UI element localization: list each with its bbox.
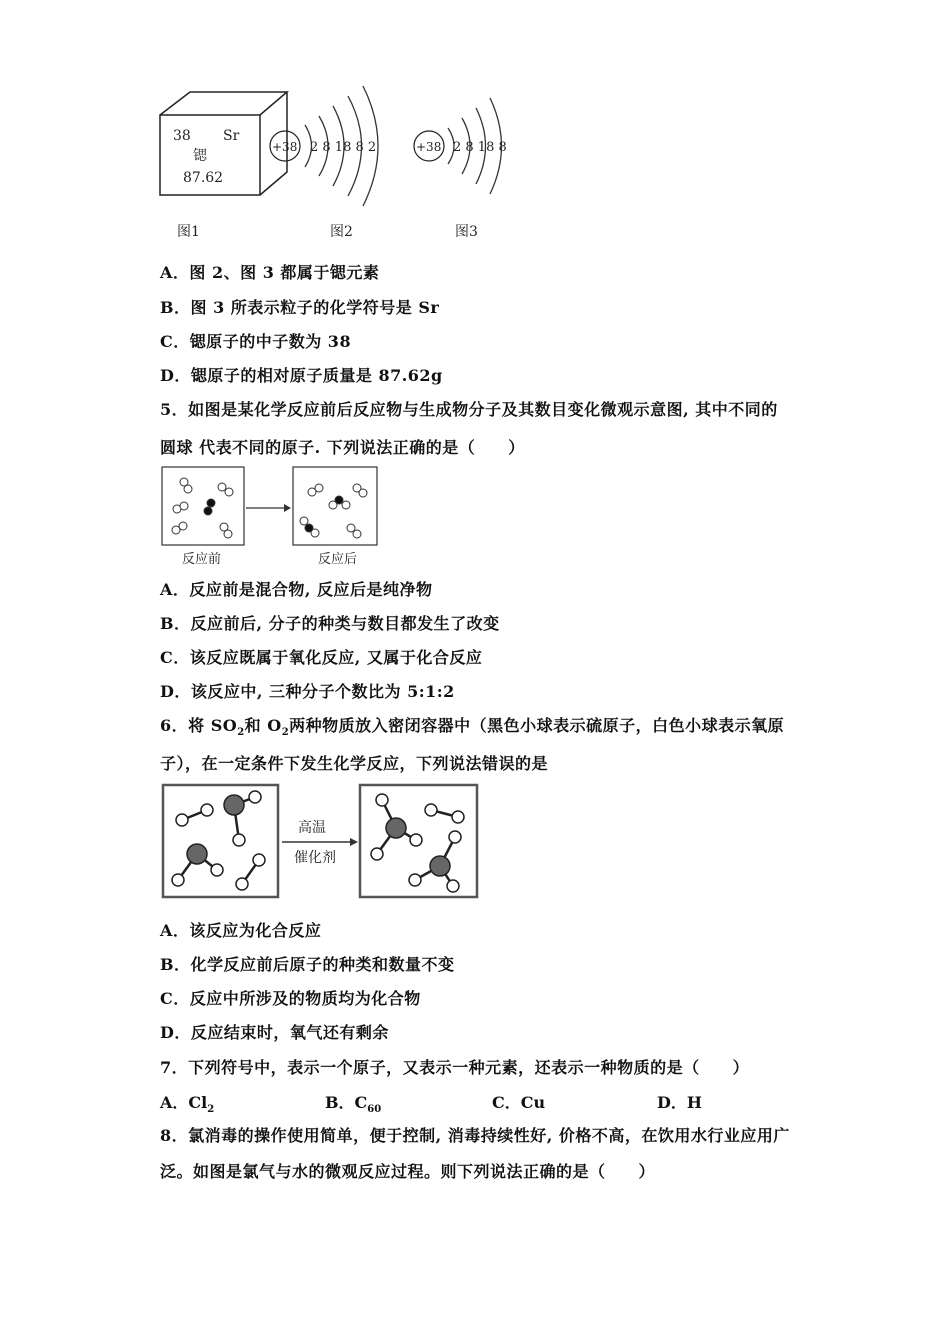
q7-option-d: D．H (657, 1093, 702, 1112)
element-name: 锶 (193, 148, 207, 164)
q6-option-d: D．反应结束时，氧气还有剩余 (160, 1023, 389, 1042)
element-number: 38 (173, 128, 191, 144)
q5-option-a: A．反应前是混合物, 反应后是纯净物 (160, 580, 433, 599)
q5-stem-line1: 5．如图是某化学反应前后反应物与生成物分子及其数目变化微观示意图, 其中不同的 (160, 400, 778, 419)
atom-nucleus-charge: +38 (272, 140, 298, 154)
caption-fig3: 图3 (455, 224, 478, 240)
caption-fig1: 图1 (177, 224, 200, 240)
caption-fig2: 图2 (330, 224, 353, 240)
q4-option-b: B．图 3 所表示粒子的化学符号是 Sr (160, 298, 440, 317)
q6-option-a: A．该反应为化合反应 (160, 921, 322, 940)
q7-option-b: B．$C_{60}$ (325, 1093, 382, 1116)
q8-stem-line1: 8．氯消毒的操作使用简单，便于控制, 消毒持续性好, 价格不高，在饮用水行业应用广 (160, 1126, 790, 1145)
q5-option-b: B．反应前后, 分子的种类与数目都发生了改变 (160, 614, 500, 633)
reaction-conditions-arrow (282, 838, 358, 846)
q5-option-c: C．该反应既属于氧化反应, 又属于化合反应 (160, 648, 483, 667)
condition-catalyst: 催化剂 (294, 850, 336, 866)
q7-option-c: C．Cu (492, 1093, 546, 1112)
q7-stem: 7．下列符号中，表示一个原子，又表示一种元素，还表示一种物质的是（ ） (160, 1058, 750, 1077)
q6-reaction-figure (160, 782, 485, 904)
element-mass: 87.62 (183, 170, 224, 186)
q6-stem-line1: 6．将 $SO_2$和 $O_2$两种物质放入密闭容器中（黑色小球表示硫原子，白色小球表示氧原 (160, 716, 785, 739)
q4-option-d: D．锶原子的相对原子质量是 87.62g (160, 366, 443, 385)
q4-option-a: A．图 2、图 3 都属于锶元素 (160, 263, 380, 282)
caption-after: 反应后 (318, 552, 358, 567)
q6-option-c: C．反应中所涉及的物质均为化合物 (160, 989, 421, 1008)
reaction-arrow (246, 504, 291, 512)
strontium-figure (155, 80, 525, 250)
element-symbol: Sr (223, 128, 240, 144)
molecules-after (300, 484, 367, 538)
atom-structure-diagram (270, 86, 378, 206)
q5-stem-line2: 圆球 代表不同的原子. 下列说法正确的是（ ） (160, 438, 525, 457)
q4-option-c: C．锶原子的中子数为 38 (160, 332, 352, 351)
q6-option-b: B．化学反应前后原子的种类和数量不变 (160, 955, 455, 974)
q6-stem-line2: 子），在一定条件下发生化学反应，下列说法错误的是 (160, 754, 549, 773)
caption-before: 反应前 (182, 552, 222, 567)
q7-option-a: A．$Cl_2$ (160, 1093, 215, 1116)
molecules-before (172, 478, 233, 538)
ion-shell-electrons: 2 8 18 8 (453, 140, 507, 155)
condition-high-temperature: 高温 (298, 820, 326, 836)
q8-stem-line2: 泛。如图是氯气与水的微观反应过程。则下列说法正确的是（ ） (160, 1162, 656, 1181)
q5-reaction-figure (160, 465, 390, 570)
q5-option-d: D．该反应中, 三种分子个数比为 5:1:2 (160, 682, 455, 701)
ion-nucleus-charge: +38 (416, 140, 442, 154)
ion-structure-diagram (414, 98, 507, 194)
atom-shell-electrons: 2 8 18 8 2 (310, 140, 377, 155)
